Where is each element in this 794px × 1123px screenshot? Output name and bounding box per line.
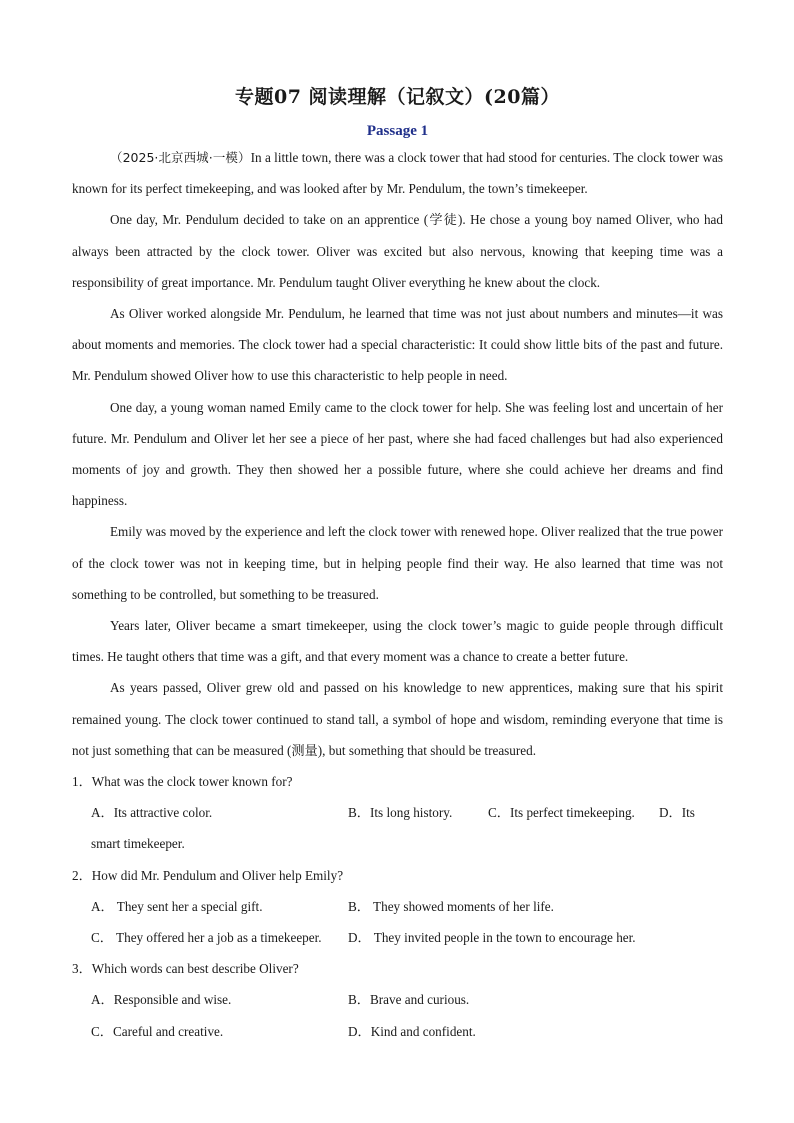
question-stem: 3．Which words can best describe Oliver? (72, 961, 299, 977)
option-c[interactable]: C． They offered her a job as a timekeeper. (91, 930, 322, 946)
option-b[interactable]: B．Brave and curious. (348, 992, 470, 1008)
source-label: （2025·北京西城·一模） (110, 150, 251, 165)
option-a[interactable]: A．Its attractive color. (91, 805, 213, 821)
question-options (72, 891, 723, 953)
question-stem: 2．How did Mr. Pendulum and Oliver help Emily? (72, 867, 344, 883)
document-page (72, 82, 723, 1047)
passage-paragraph: As Oliver worked alongside Mr. Pendulum, he learned that time was not just about numbers and minutes—it was about moments and memories. The clock tower had a special characteristic: It could show little bits of the past and future. Mr. Pendulum showed Oliver how to use this characteristic to help people in need. (72, 306, 723, 384)
option-a[interactable]: A．Responsible and wise. (91, 992, 232, 1008)
passage-paragraph: As years passed, Oliver grew old and passed on his knowledge to new apprentices, making sure that his spirit remained young. The clock tower continued to stand tall, a symbol of hope and wisdom, reminding everyone that time is not just something that can be measured (测量), but something that should be treasured. (72, 680, 723, 758)
passage-paragraph: Years later, Oliver became a smart timekeeper, using the clock tower’s magic to guide people through difficult times. He taught others that time was a gift, and that every moment was a chance to create a better future. (72, 618, 723, 665)
option-b[interactable]: B．Its long history. (348, 805, 453, 821)
passage-paragraph: One day, Mr. Pendulum decided to take on an apprentice (学徒). He chose a young boy named Oliver, who had always been attracted by the clock tower. Oliver was excited but also nervous, knowing that keeping time was a responsibility of great importance. Mr. Pendulum taught Oliver everything he knew about the clock. (72, 212, 723, 290)
option-c[interactable]: C．Its perfect timekeeping. (488, 805, 635, 821)
passage-heading: Passage 1 (366, 123, 429, 139)
document-title: 专题07 阅读理解（记叙文）(20篇） (235, 86, 560, 108)
question-1 (72, 766, 723, 860)
passage-paragraph (72, 142, 723, 204)
option-c[interactable]: C．Careful and creative. (91, 1023, 224, 1039)
passage-paragraph: Emily was moved by the experience and left the clock tower with renewed hope. Oliver realized that the true power of the clock tower was not in keeping time, but in helping people find their way. He also learned that time was not something to be controlled, but something to be treasured. (72, 524, 723, 602)
question-stem: 1．What was the clock tower known for? (72, 774, 293, 790)
option-d-continued: smart timekeeper. (91, 836, 185, 852)
passage-paragraph: One day, a young woman named Emily came to the clock tower for help. She was feeling lost and uncertain of her future. Mr. Pendulum and Oliver let her see a piece of her past, where she had faced challenges but had also experienced moments of joy and growth. They then showed her a possible future, where she could achieve her dreams and find happiness. (72, 399, 723, 509)
question-options (72, 797, 723, 859)
question-options (72, 984, 723, 1046)
option-d[interactable]: D． They invited people in the town to encourage her. (348, 930, 636, 946)
option-d[interactable]: D．Its (659, 805, 695, 821)
paragraph-text: In a little town, there was a clock tower that had stood for centuries. The clock tower was known for its perfect timekeeping, and was looked after by Mr. Pendulum, the town’s timekeeper. (72, 150, 723, 197)
option-d[interactable]: D．Kind and confident. (348, 1023, 476, 1039)
option-b[interactable]: B． They showed moments of her life. (348, 898, 554, 914)
question-2 (72, 860, 723, 954)
option-a[interactable]: A． They sent her a special gift. (91, 898, 263, 914)
question-3 (72, 953, 723, 1047)
question-list (72, 766, 723, 1047)
